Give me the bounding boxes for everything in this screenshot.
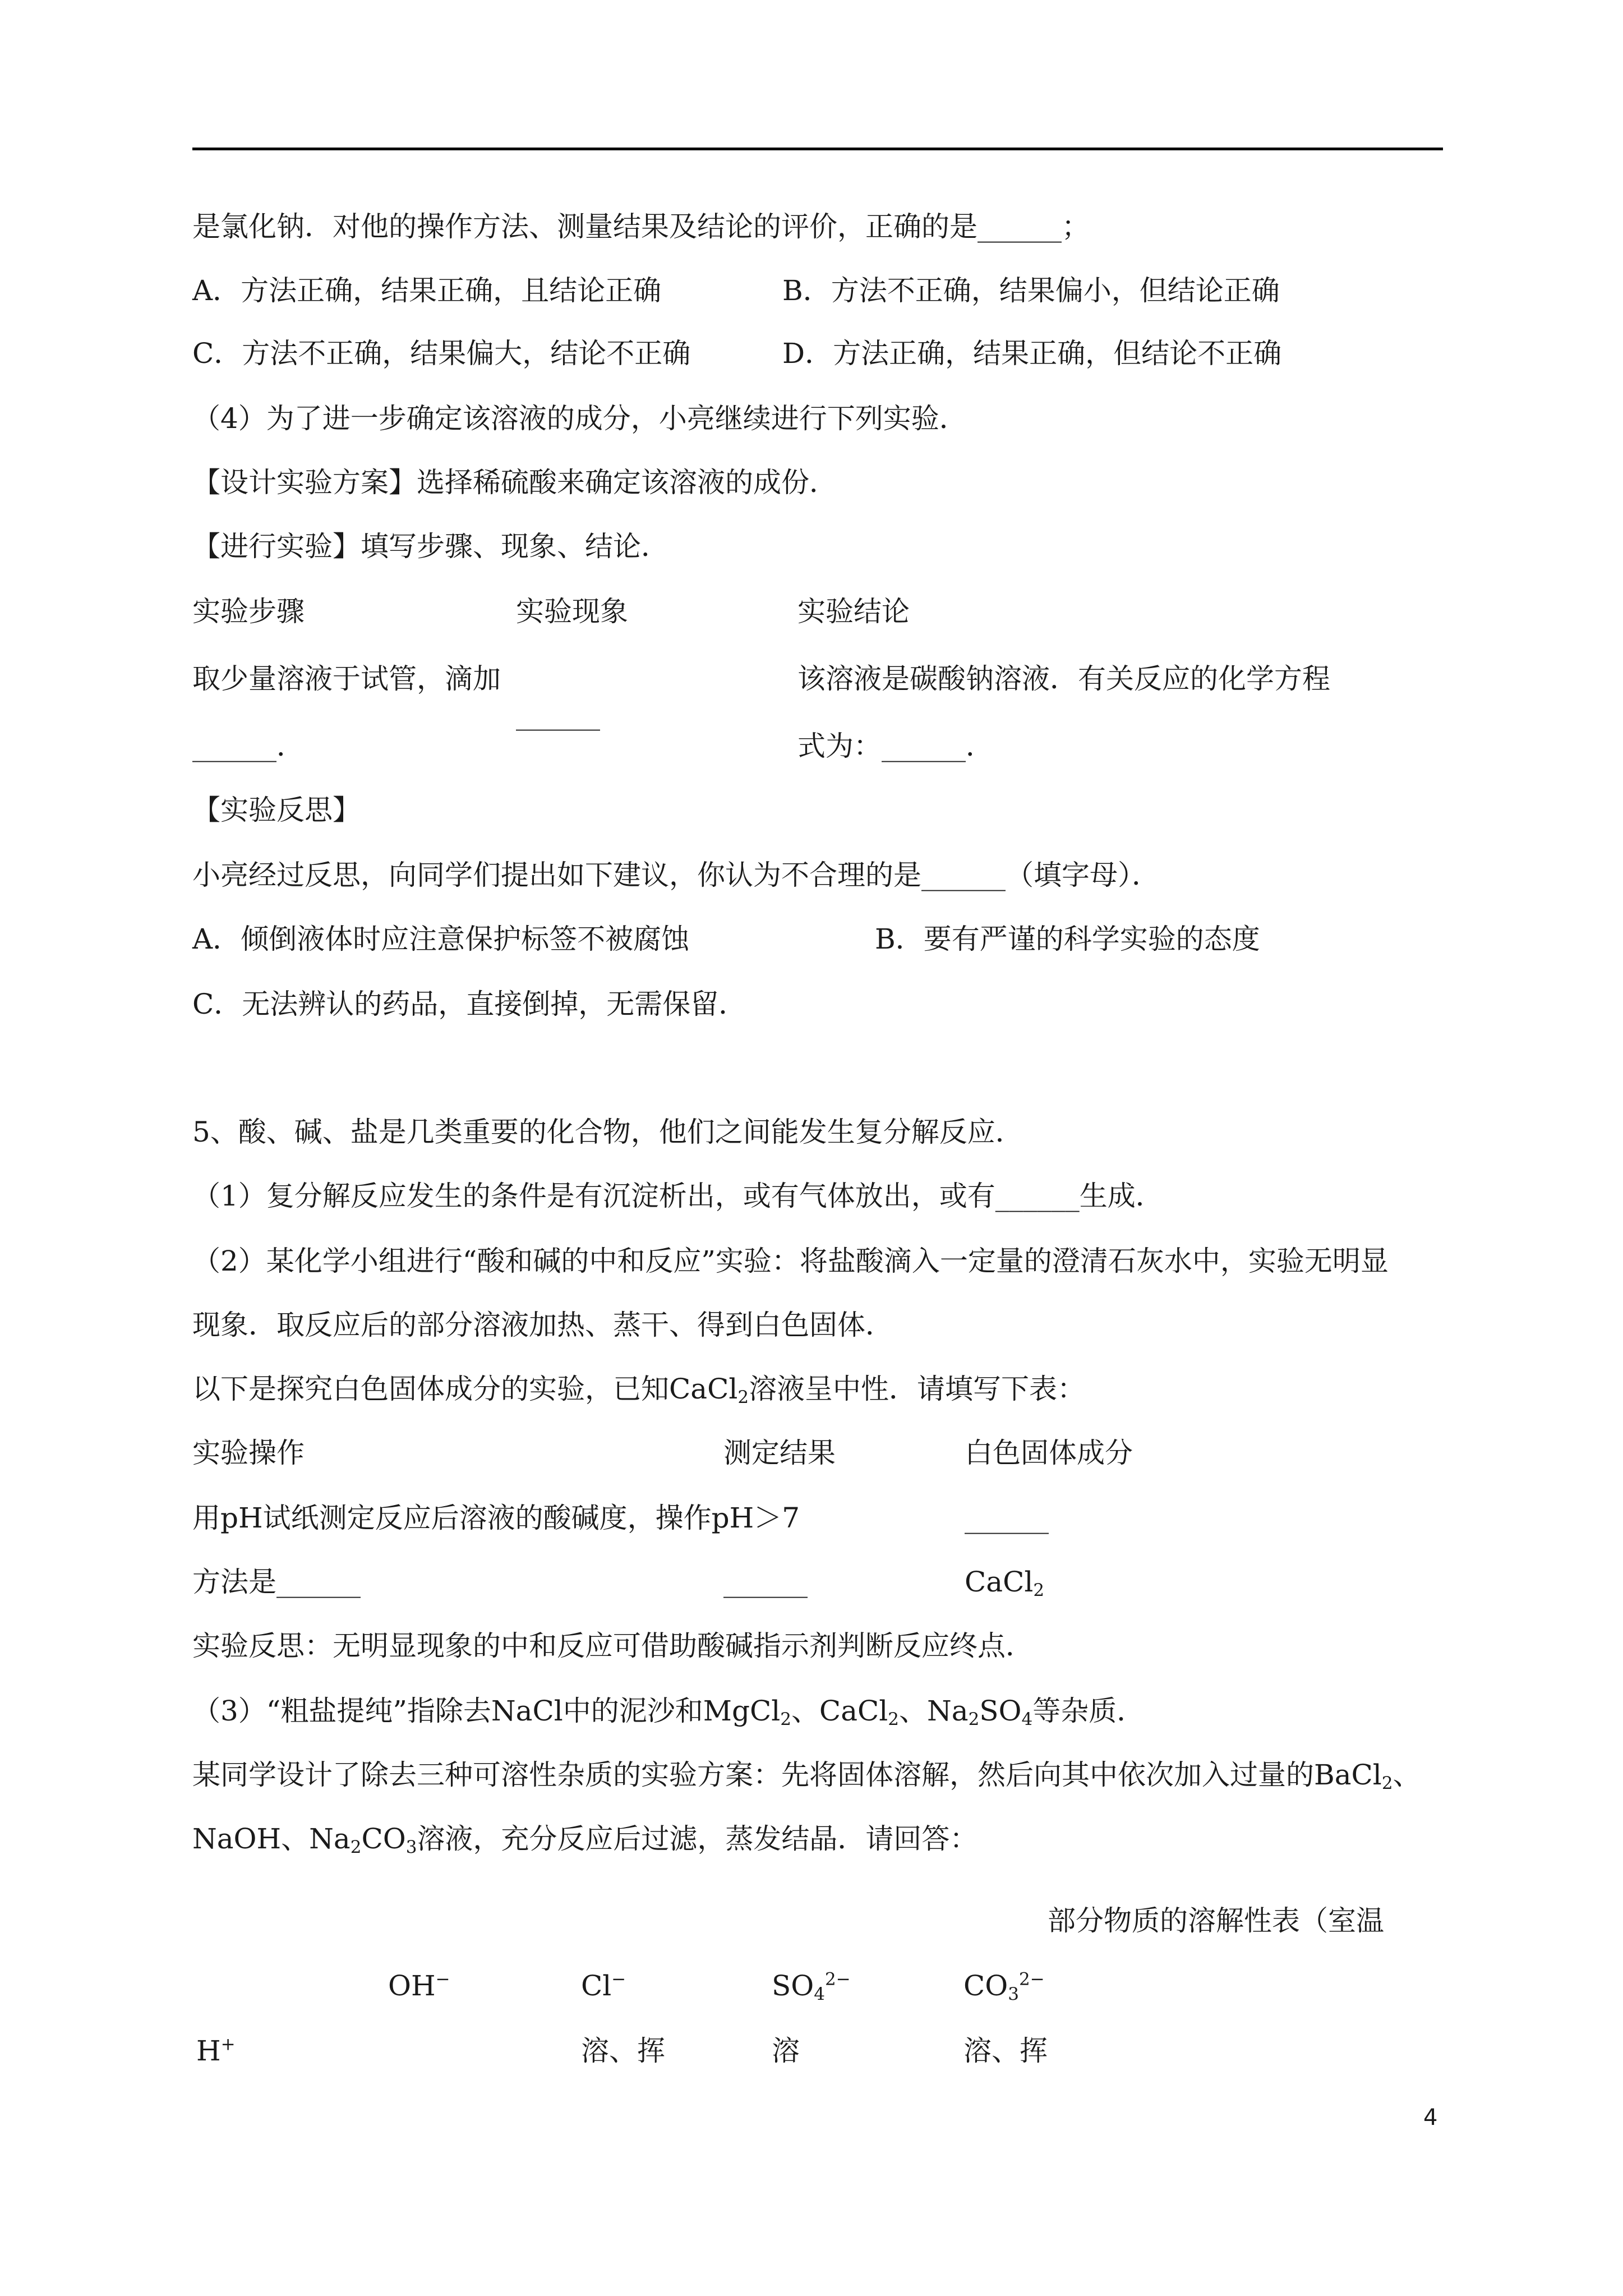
solubility-header-oh: OH− [388, 1969, 450, 2002]
reflection-title: 【实验反思】 [192, 794, 361, 826]
table-header-phenomenon: 实验现象 [516, 595, 628, 628]
option-b: B．方法不正确，结果偏小，但结论正确 [782, 274, 1280, 307]
q5-part2-line3: 以下是探究白色固体成分的实验，已知CaCl$_2$溶液呈中性．请填写下表： [192, 1373, 1086, 1407]
reflection-question: 小亮经过反思，向同学们提出如下建议，你认为不合理的是______（填字母）． [192, 859, 1160, 891]
solubility-header-co3: $CO_3^{2-}$ [963, 1969, 1045, 2004]
q5-table-header-component: 白色固体成分 [965, 1437, 1133, 1469]
q5-part3-line2: 某同学设计了除去三种可溶性杂质的实验方案：先将固体溶解，然后向其中依次加入过量的BaCl$_2$、 [192, 1759, 1421, 1793]
table-step-line2: ______． [192, 730, 305, 762]
solubility-h-so4: 溶 [772, 2035, 800, 2067]
table-step-line1: 取少量溶液于试管，滴加 [192, 662, 501, 695]
option-d: D．方法正确，结果正确，但结论不正确 [782, 337, 1282, 370]
q5-part3-line3: NaOH、$Na_2CO_3$溶液，充分反应后过滤，蒸发结晶．请回答： [192, 1823, 978, 1857]
header-rule [192, 148, 1443, 150]
q5-reflection: 实验反思：无明显现象的中和反应可借助酸碱指示剂判断反应终点． [192, 1630, 1034, 1662]
table-conclusion-line2: 式为：______． [797, 730, 994, 762]
q5-title: 5、酸、碱、盐是几类重要的化合物，他们之间能发生复分解反应． [192, 1116, 1023, 1148]
option-c: C．方法不正确，结果偏大，结论不正确 [192, 337, 691, 370]
solubility-row-h: H+ [196, 2034, 236, 2067]
q5-table-row2-component: CaCl$_2$ [965, 1566, 1045, 1600]
question-4: （4）为了进一步确定该溶液的成分，小亮继续进行下列实验． [192, 402, 967, 435]
q5-part2-line2: 现象．取反应后的部分溶液加热、蒸干、得到白色固体． [192, 1309, 893, 1341]
q5-part2-line1: （2）某化学小组进行“酸和碱的中和反应”实验：将盐酸滴入一定量的澄清石灰水中，实验无明显 [192, 1245, 1389, 1277]
reflection-option-b: B．要有严谨的科学实验的态度 [875, 923, 1260, 955]
q5-part3-line1: （3）“粗盐提纯”指除去NaCl中的泥沙和MgCl$_2$、CaCl$_2$、$Na_2SO_4$等杂质． [192, 1695, 1145, 1729]
option-a: A．方法正确，结果正确，且结论正确 [192, 274, 662, 307]
q5-table-row2-result: ______ [723, 1566, 808, 1598]
reflection-option-c: C．无法辨认的药品，直接倒掉，无需保留． [192, 988, 747, 1020]
q5-table-row1-component: ______ [965, 1502, 1049, 1534]
conduct-experiment: 【进行实验】填写步骤、现象、结论． [192, 530, 669, 563]
solubility-h-cl: 溶、挥 [581, 2035, 665, 2067]
q5-table-header-operation: 实验操作 [192, 1437, 305, 1469]
q5-table-row1-operation: 用pH试纸测定反应后溶液的酸碱度，操作pH＞7 [192, 1502, 800, 1534]
solubility-h-co3: 溶、挥 [963, 2035, 1048, 2067]
eval-question: 是氯化钠．对他的操作方法、测量结果及结论的评价，正确的是______； [192, 210, 1090, 243]
table-conclusion-line1: 该溶液是碳酸钠溶液．有关反应的化学方程 [797, 662, 1330, 695]
table-phenomenon: ______ [516, 698, 600, 731]
q5-table-row2-operation: 方法是______ [192, 1566, 361, 1598]
table-header-step: 实验步骤 [192, 595, 305, 628]
page-number: 4 [1423, 2105, 1438, 2131]
q5-table-header-result: 测定结果 [723, 1437, 836, 1469]
q5-part1: （1）复分解反应发生的条件是有沉淀析出，或有气体放出，或有______生成． [192, 1180, 1164, 1212]
solubility-header-so4: $SO_4^{2-}$ [772, 1969, 851, 2004]
design-plan: 【设计实验方案】选择稀硫酸来确定该溶液的成份． [192, 466, 837, 499]
table-header-conclusion: 实验结论 [797, 595, 910, 628]
solubility-header-cl: Cl− [581, 1969, 626, 2002]
reflection-option-a: A．倾倒液体时应注意保护标签不被腐蚀 [192, 923, 690, 955]
solubility-table-title: 部分物质的溶解性表（室温 [1048, 1904, 1384, 1937]
